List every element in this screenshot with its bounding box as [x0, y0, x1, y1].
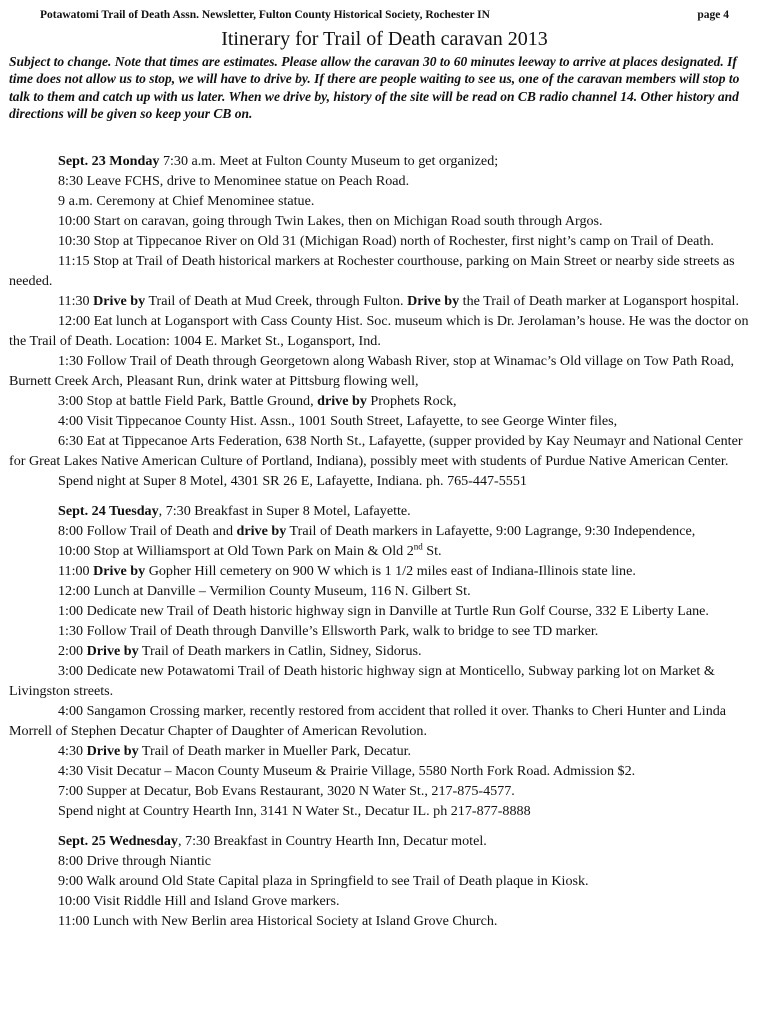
entry-text: St. — [422, 543, 442, 559]
itinerary-entry — [9, 431, 761, 471]
itinerary-entry — [9, 911, 761, 931]
entry-text: 3:00 Stop at battle Field Park, Battle Ground, — [58, 393, 318, 409]
entry-text: 12:00 Lunch at Danville – Vermilion County Museum, 116 N. Gilbert St. — [58, 583, 471, 599]
drive-by-label: Drive by — [93, 293, 146, 309]
itinerary-entry — [9, 391, 761, 411]
entry-text: Spend night at Super 8 Motel, 4301 SR 26 E, Lafayette, Indiana. ph. 765-447-5551 — [58, 473, 527, 489]
itinerary-entry — [9, 521, 761, 541]
drive-by-label: drive by — [236, 523, 287, 539]
entry-text: 4:00 Visit Tippecanoe County Hist. Assn., 1001 South Street, Lafayette, to see George Winter files, — [58, 413, 618, 429]
entry-text: 10:30 Stop at Tippecanoe River on Old 31 (Michigan Road) north of Rochester, first night’s camp on Trail of Death. — [58, 233, 714, 249]
entry-text: 7:00 Supper at Decatur, Bob Evans Restaurant, 3020 N Water St., 217-875-4577. — [58, 783, 515, 799]
itinerary-day-entry — [9, 151, 761, 171]
entry-text: 3:00 Dedicate new Potawatomi Trail of Death historic highway sign at Monticello, Subway parking lot on Market & Livingston streets. — [9, 663, 715, 699]
entry-text: 1:00 Dedicate new Trail of Death historic highway sign in Danville at Turtle Run Golf Course, 332 E Liberty Lane. — [58, 603, 709, 619]
itinerary-entry — [9, 641, 761, 661]
itinerary-entry — [9, 411, 761, 431]
itinerary-entry — [9, 621, 761, 641]
day-heading: Sept. 23 Monday — [58, 153, 160, 169]
entry-text: 6:30 Eat at Tippecanoe Arts Federation, 638 North St., Lafayette, (supper provided by Kay Neumayr and National Center for Great Lakes Native American Culture of Portland, Indiana), possibly meet with students of Purdue Native American Center. — [9, 433, 743, 469]
itinerary-entry — [9, 211, 761, 231]
itinerary-entry — [9, 311, 761, 351]
entry-text: 11:00 — [58, 563, 94, 579]
page-header — [40, 9, 739, 21]
entry-text: 4:30 — [58, 743, 87, 759]
entry-text: Spend night at Country Hearth Inn, 3141 N Water St., Decatur IL. ph 217-877-8888 — [58, 803, 531, 819]
itinerary-entry — [9, 891, 761, 911]
itinerary-day-entry — [9, 501, 761, 521]
entry-text: Trail of Death marker in Mueller Park, Decatur. — [138, 743, 412, 759]
entry-text: 11:00 Lunch with New Berlin area Historical Society at Island Grove Church. — [58, 913, 498, 929]
entry-text: Prophets Rock, — [366, 393, 457, 409]
drive-by-label: drive by — [317, 393, 367, 409]
entry-text: 9 a.m. Ceremony at Chief Menominee statue. — [58, 193, 315, 209]
entry-text: 4:30 Visit Decatur – Macon County Museum & Prairie Village, 5580 North Fork Road. Admission $2. — [58, 763, 636, 779]
entry-text: Trail of Death at Mud Creek, through Fulton. — [145, 293, 408, 309]
itinerary-entry — [9, 541, 761, 561]
itinerary-entry — [9, 781, 761, 801]
itinerary-entry — [9, 601, 761, 621]
entry-text: 8:00 Drive through Niantic — [58, 853, 212, 869]
entry-text: 11:30 — [58, 293, 94, 309]
entry-text: Trail of Death markers in Catlin, Sidney, Sidorus. — [138, 643, 422, 659]
drive-by-label: Drive by — [407, 293, 460, 309]
entry-text: the Trail of Death marker at Logansport hospital. — [459, 293, 739, 309]
header-text: Potawatomi Trail of Death Assn. Newsletter, Fulton County Historical Society, Rochester IN — [40, 9, 490, 21]
page-number: page 4 — [697, 9, 729, 21]
intro-notice: Subject to change. Note that times are estimates. Please allow the caravan 30 to 60 minutes leeway to arrive at places designated. If time does not allow us to stop, we will have to drive by. If there are people waiting to see us, one of the caravan members will stop to talk to them and catch up with us later. When we drive by, history of the site will be read on CB radio channel 14. Other history and directions will be given so keep your CB on. — [9, 54, 740, 121]
itinerary-entry — [9, 291, 761, 311]
entry-text: 10:00 Start on caravan, going through Twin Lakes, then on Michigan Road south through Argos. — [58, 213, 603, 229]
itinerary-entry — [9, 801, 761, 821]
itinerary-body — [9, 151, 761, 931]
entry-text: 12:00 Eat lunch at Logansport with Cass County Hist. Soc. museum which is Dr. Jerolaman’s house. He was the doctor on the Trail of Death. Location: 1004 E. Market St., Logansport, Ind. — [9, 313, 749, 349]
entry-text: 1:30 Follow Trail of Death through Danville’s Ellsworth Park, walk to bridge to see TD marker. — [58, 623, 599, 639]
entry-text: , 7:30 Breakfast in Country Hearth Inn, Decatur motel. — [177, 833, 487, 849]
drive-by-label: Drive by — [93, 563, 146, 579]
itinerary-entry — [9, 871, 761, 891]
itinerary-entry — [9, 351, 761, 391]
entry-text: 10:00 Stop at Williamsport at Old Town Park on Main & Old 2 — [58, 543, 414, 559]
day-heading: Sept. 24 Tuesday — [58, 503, 159, 519]
entry-text: , 7:30 Breakfast in Super 8 Motel, Lafayette. — [158, 503, 411, 519]
page-title: Itinerary for Trail of Death caravan 2013 — [221, 28, 548, 50]
itinerary-entry — [9, 231, 761, 251]
entry-text: 8:00 Follow Trail of Death and — [58, 523, 237, 539]
itinerary-entry — [9, 561, 761, 581]
entry-text: Trail of Death markers in Lafayette, 9:00 Lagrange, 9:30 Independence, — [286, 523, 696, 539]
entry-text: 9:00 Walk around Old State Capital plaza in Springfield to see Trail of Death plaque in Kiosk. — [58, 873, 589, 889]
itinerary-entry — [9, 191, 761, 211]
entry-text: 11:15 Stop at Trail of Death historical markers at Rochester courthouse, parking on Main Street or nearby side streets as needed. — [9, 253, 735, 289]
itinerary-entry — [9, 661, 761, 701]
itinerary-entry — [9, 851, 761, 871]
drive-by-label: Drive by — [86, 743, 139, 759]
drive-by-label: Drive by — [86, 643, 139, 659]
itinerary-day-entry — [9, 831, 761, 851]
entry-text: 4:00 Sangamon Crossing marker, recently restored from accident that rolled it over. Thanks to Cheri Hunter and Linda Morrell of Stephen Decatur Chapter of Daughter of American Revolution. — [9, 703, 727, 739]
itinerary-entry — [9, 741, 761, 761]
itinerary-entry — [9, 581, 761, 601]
day-heading: Sept. 25 Wednesday — [58, 833, 178, 849]
itinerary-entry — [9, 171, 761, 191]
itinerary-entry — [9, 701, 761, 741]
entry-text: 8:30 Leave FCHS, drive to Menominee statue on Peach Road. — [58, 173, 410, 189]
itinerary-entry — [9, 471, 761, 491]
entry-text: 2:00 — [58, 643, 87, 659]
itinerary-entry — [9, 251, 761, 291]
entry-text: 7:30 a.m. Meet at Fulton County Museum to get organized; — [159, 153, 499, 169]
entry-text: 10:00 Visit Riddle Hill and Island Grove markers. — [58, 893, 340, 909]
itinerary-entry — [9, 761, 761, 781]
entry-text: Gopher Hill cemetery on 900 W which is 1 1/2 miles east of Indiana-Illinois state line. — [145, 563, 636, 579]
entry-text: 1:30 Follow Trail of Death through Georgetown along Wabash River, stop at Winamac’s Old village on Tow Path Road, Burnett Creek Arch, Pleasant Run, drink water at Pittsburg flowing well, — [9, 353, 735, 389]
ordinal-suffix: nd — [413, 541, 423, 552]
